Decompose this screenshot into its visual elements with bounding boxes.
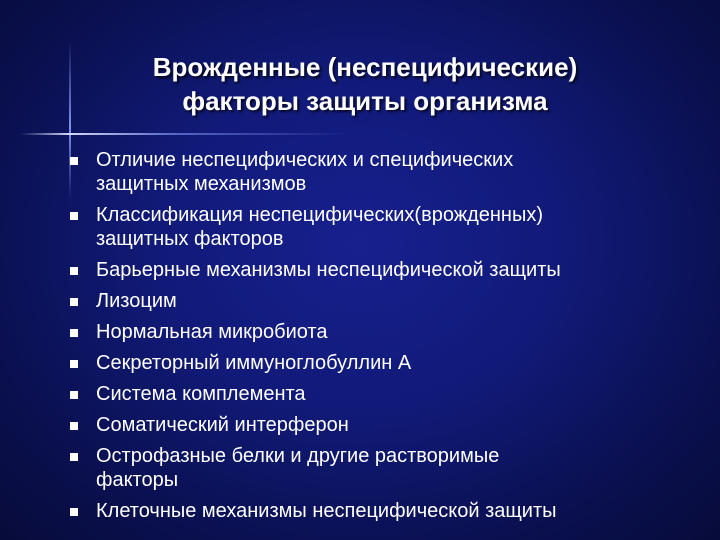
list-item — [0, 258, 720, 282]
list-item-text: Система комплемента — [96, 383, 306, 405]
list-item — [0, 382, 720, 406]
square-bullet-icon — [70, 453, 78, 461]
list-item-text: Клеточные механизмы неспецифической защиты — [96, 500, 557, 522]
list-item — [0, 320, 720, 344]
square-bullet-icon — [70, 157, 78, 165]
list-item-text-line-2: защитных факторов — [96, 228, 284, 250]
bullet-list — [0, 148, 720, 530]
square-bullet-icon — [70, 298, 78, 306]
square-bullet-icon — [70, 212, 78, 220]
slide-title-line-2: факторы защиты организма — [182, 86, 548, 116]
list-item — [0, 289, 720, 313]
list-item-text: Секреторный иммуноглобуллин А — [96, 352, 412, 374]
list-item-text: Барьерные механизмы неспецифической защиты — [96, 259, 561, 281]
slide-title — [70, 50, 660, 118]
list-item — [0, 413, 720, 437]
list-item-text: Лизоцим — [96, 290, 177, 312]
decorative-horizontal-line — [20, 133, 350, 135]
square-bullet-icon — [70, 422, 78, 430]
slide-title-line-1: Врожденные (неспецифические) — [152, 52, 578, 82]
list-item-text-line-2: факторы — [96, 469, 179, 491]
list-item — [0, 351, 720, 375]
square-bullet-icon — [70, 329, 78, 337]
list-item-text: Соматический интерферон — [96, 414, 349, 436]
list-item-text-line-1: Отличие неспецифических и специфических — [96, 149, 514, 171]
list-item-text-line-1: Острофазные белки и другие растворимые — [96, 445, 500, 467]
list-item — [0, 499, 720, 523]
square-bullet-icon — [70, 360, 78, 368]
list-item — [0, 148, 720, 196]
list-item — [0, 203, 720, 251]
list-item-text-line-1: Классификация неспецифических(врожденных) — [96, 204, 544, 226]
square-bullet-icon — [70, 267, 78, 275]
square-bullet-icon — [70, 508, 78, 516]
list-item-text-line-2: защитных механизмов — [96, 173, 307, 195]
list-item-text: Нормальная микробиота — [96, 321, 328, 343]
square-bullet-icon — [70, 391, 78, 399]
list-item — [0, 444, 720, 492]
